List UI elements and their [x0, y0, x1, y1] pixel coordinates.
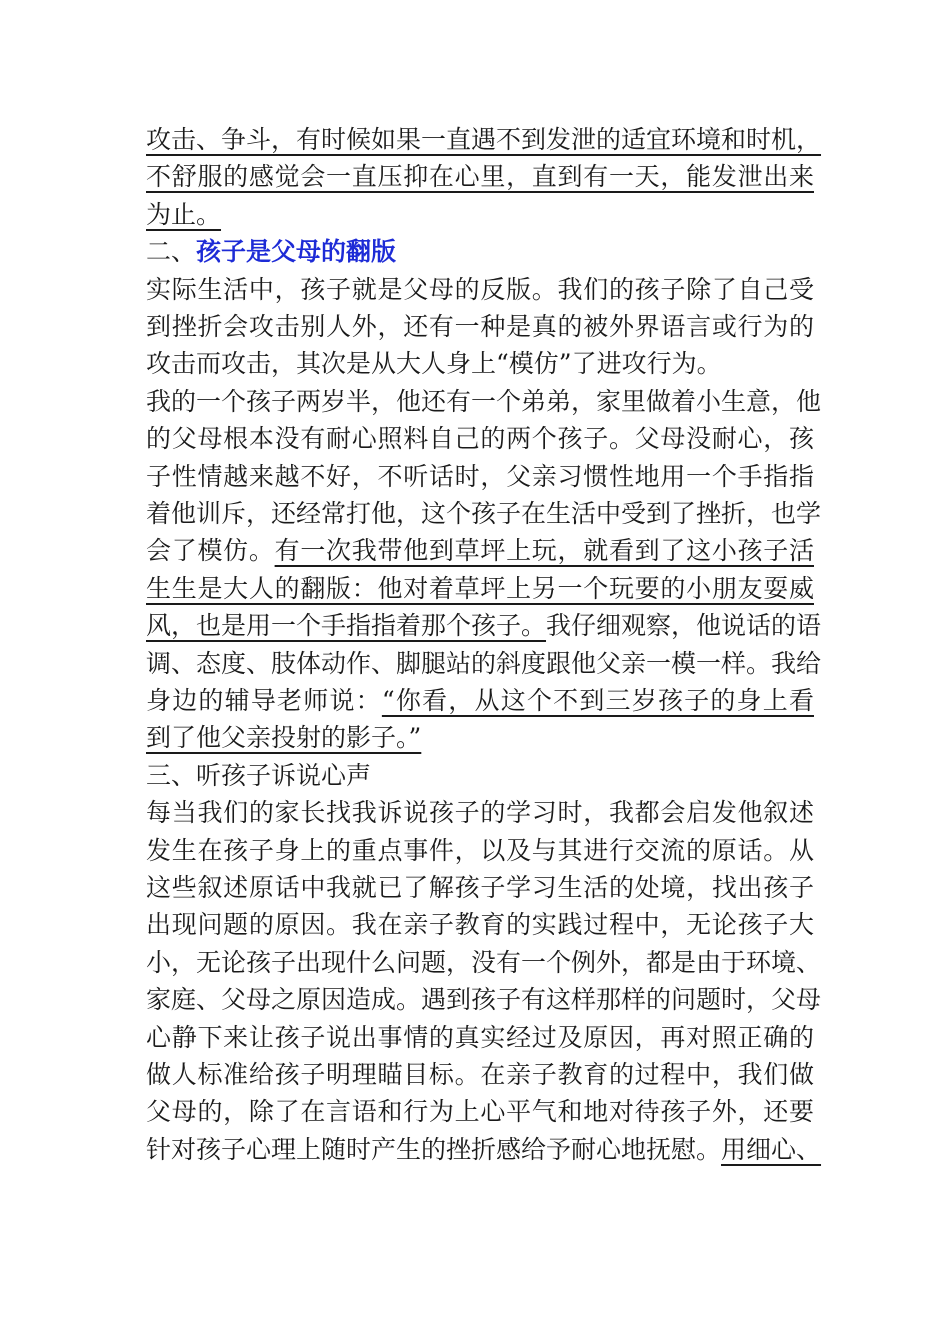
text-line — [146, 832, 814, 870]
text-segment: 二、 — [146, 237, 197, 267]
text-segment: 发生在孩子身上的重点事件，以及与其进行交流的原话。从 — [146, 835, 814, 865]
text-line — [146, 981, 822, 1019]
text-segment: 的父母根本没有耐心照料自己的两个孩子。父母没耐心，孩 — [146, 424, 814, 454]
text-segment: 小，无论孩子出现什么问题，没有一个例外，都是由于环境、 — [146, 947, 822, 977]
text-line — [146, 869, 814, 907]
text-segment: 身边的辅导老师说： — [146, 686, 382, 715]
text-line — [146, 645, 822, 683]
text-segment: 父母的，除了在言语和行为上心平气和地对待孩子外，还要 — [146, 1097, 814, 1127]
text-line — [146, 420, 814, 458]
text-line — [146, 1019, 814, 1057]
text-line — [146, 308, 814, 346]
underlined-text: 不舒服的感觉会一直压抑在心里，直到有一天，能发泄出来 — [146, 162, 814, 192]
text-segment: 我仔细观察，他说话的语 — [546, 611, 822, 641]
text-line — [146, 570, 814, 608]
text-segment: 针对孩子心理上随时产生的挫折感给予耐心地抚慰。 — [146, 1134, 722, 1164]
text-segment: 这些叙述原话中我就已了解孩子学习生活的处境，找出孩子 — [146, 873, 814, 902]
underlined-text: 有一次我带他到草坪上玩，就看到了这小孩子活 — [274, 536, 814, 566]
underlined-text: 到了他父亲投射的影子。” — [146, 723, 422, 753]
underlined-text: 生生是大人的翻版：他对着草坪上另一个玩要的小朋友耍威 — [146, 573, 814, 603]
text-segment: 每当我们的家长找我诉说孩子的学习时，我都会启发他叙述 — [146, 798, 814, 828]
text-line — [146, 121, 822, 159]
text-segment: 心静下来让孩子说出事情的真实经过及原因，再对照正确的 — [146, 1022, 814, 1052]
text-line — [146, 383, 822, 421]
text-line — [146, 794, 814, 832]
text-segment: 实际生活中，孩子就是父母的反版。我们的孩子除了自己受 — [146, 274, 814, 304]
text-line — [146, 1056, 814, 1094]
underlined-text: 风，也是用一个手指指着那个孩子。 — [146, 611, 547, 641]
text-segment: 会了模仿。 — [146, 536, 275, 566]
text-line — [146, 1131, 822, 1169]
text-line — [146, 532, 814, 570]
text-segment: 出现问题的原因。我在亲子教育的实践过程中，无论孩子大 — [146, 910, 814, 940]
text-line — [146, 757, 814, 795]
text-line — [146, 906, 814, 944]
text-line — [146, 607, 822, 645]
text-segment: 做人标准给孩子明理瞄目标。在亲子教育的过程中，我们做 — [146, 1060, 814, 1089]
text-line — [146, 1093, 814, 1131]
text-segment: 到挫折会攻击别人外，还有一种是真的被外界语言或行为的 — [146, 312, 814, 341]
text-segment: 攻击而攻击，其次是从大人身上“模仿”了进攻行为。 — [146, 349, 722, 379]
underlined-text: 攻击、争斗，有时候如果一直遇不到发泄的适宜环境和时机， — [146, 125, 822, 154]
text-segment: 子性情越来越不好，不听话时，父亲习惯性地用一个手指指 — [146, 461, 814, 491]
text-segment: 三、听孩子诉说心声 — [146, 760, 372, 790]
text-line — [146, 495, 822, 533]
text-segment: 着他训斥，还经常打他，这个孩子在生活中受到了挫折，也学 — [146, 499, 822, 528]
text-line — [146, 345, 814, 383]
text-line — [146, 196, 814, 234]
text-line — [146, 682, 814, 720]
underlined-text: “你看，从这个不到三岁孩子的身上看 — [381, 686, 814, 715]
underlined-text: 为止。 — [146, 199, 222, 229]
text-line — [146, 458, 814, 496]
text-line — [146, 233, 814, 271]
text-segment: 家庭、父母之原因造成。遇到孩子有这样那样的问题时，父母 — [146, 985, 822, 1015]
text-segment: 调、态度、肢体动作、脚腿站的斜度跟他父亲一模一样。我给 — [146, 648, 822, 678]
text-line — [146, 719, 814, 757]
section-heading-text: 孩子是父母的翻版 — [196, 237, 397, 267]
underlined-text: 用细心、 — [721, 1134, 822, 1164]
text-line — [146, 271, 814, 309]
text-segment: 我的一个孩子两岁半，他还有一个弟弟，家里做着小生意，他 — [146, 386, 822, 416]
text-line — [146, 158, 814, 196]
text-line — [146, 944, 822, 982]
